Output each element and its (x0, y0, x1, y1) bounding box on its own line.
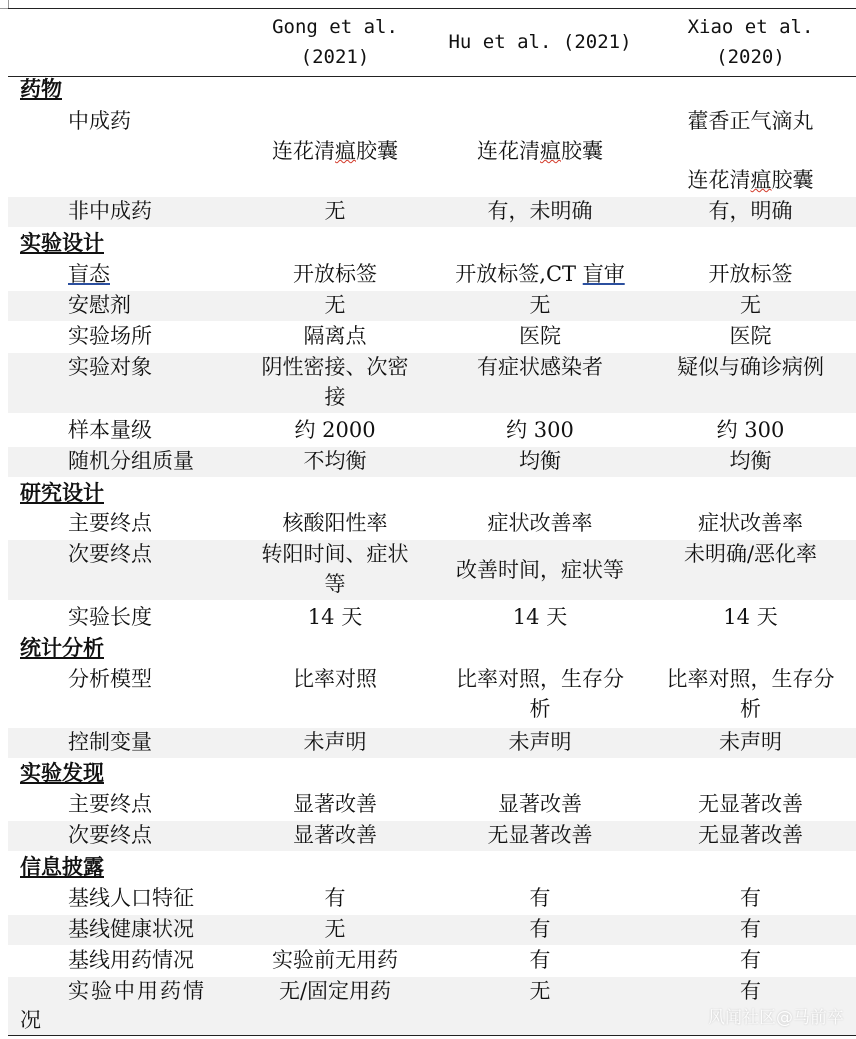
row-tcm-xiao-line1: 藿香正气滴丸 (687, 109, 814, 133)
secondary-gong-line2: 等 (324, 572, 346, 596)
row-length-gong: 14 天 (307, 605, 363, 629)
row-nontcm-gong: 无 (324, 199, 346, 223)
row-control-gong: 未声明 (303, 730, 367, 754)
row-length-hu: 14 天 (512, 605, 568, 629)
section-research: 研究设计 (20, 480, 104, 505)
section-stats: 统计分析 (20, 635, 104, 660)
row-primary-hu: 症状改善率 (487, 511, 593, 535)
row-site-hu: 医院 (519, 324, 561, 348)
model-xiao-line2: 析 (740, 697, 761, 721)
row-sample-label: 样本量级 (68, 418, 152, 442)
section-drug: 药物 (20, 76, 62, 101)
row-secondary-hu: 改善时间，症状等 (456, 558, 624, 582)
row-fprimary-label: 主要终点 (68, 792, 152, 816)
row-subjects-hu: 有症状感染者 (477, 355, 603, 379)
header-gong-line1: Gong et al. (272, 16, 398, 38)
watermark: 风闻社区@马前卒 (708, 1008, 844, 1028)
drug-name-part: 连花清 (272, 139, 335, 163)
row-placebo-hu: 无 (529, 293, 551, 317)
row-health-xiao: 有 (740, 917, 761, 941)
blind-text: 开放标签,CT (455, 262, 583, 286)
row-subjects-gong (230, 352, 440, 412)
drug-name-typo-mark: 瘟 (540, 139, 561, 163)
row-control-xiao: 未声明 (719, 730, 782, 754)
drug-name-typo-mark: 瘟 (750, 168, 772, 192)
row-during-gong: 无/固定用药 (278, 979, 392, 1003)
row-during-xiao: 有 (740, 979, 761, 1003)
header-hu: Hu et al. (2021) (448, 31, 632, 53)
row-tcm-xiao-line2 (645, 165, 856, 195)
row-meds-hu: 有 (529, 948, 551, 972)
row-health-gong: 无 (324, 917, 346, 941)
row-demo-label: 基线人口特征 (68, 886, 194, 910)
row-fprimary-gong: 显著改善 (293, 792, 377, 816)
row-random-label: 随机分组质量 (68, 449, 194, 473)
row-during-label-line1: 实验中用药情 (68, 979, 206, 1003)
row-random-gong: 不均衡 (303, 449, 367, 473)
row-meds-gong: 实验前无用药 (272, 948, 398, 972)
drug-name-part: 胶囊 (561, 139, 603, 163)
model-xiao-line1: 比率对照，生存分 (666, 667, 835, 691)
row-demo-hu: 有 (529, 886, 551, 910)
row-nontcm-hu: 有，未明确 (487, 199, 593, 223)
row-subjects-xiao: 疑似与确诊病例 (677, 355, 824, 379)
row-health-hu: 有 (529, 917, 551, 941)
row-health-label: 基线健康状况 (68, 917, 194, 941)
row-tcm-hu (440, 136, 640, 166)
model-hu-line2: 析 (529, 697, 551, 721)
row-length-label: 实验长度 (68, 605, 152, 629)
header-rule (8, 76, 856, 77)
row-control-label: 控制变量 (68, 730, 152, 754)
row-nontcm-xiao: 有，明确 (708, 199, 793, 223)
secondary-gong-line1: 转阳时间、症状 (261, 542, 409, 566)
row-during-hu: 无 (529, 979, 551, 1003)
row-sample-xiao: 约 300 (716, 418, 785, 442)
row-secondary-xiao: 未明确/恶化率 (683, 542, 818, 566)
row-secondary-label: 次要终点 (68, 542, 152, 566)
drug-name-part: 胶囊 (356, 139, 398, 163)
header-gong (230, 12, 440, 72)
drug-name-part: 连花清 (687, 168, 751, 192)
row-subjects-label: 实验对象 (68, 355, 152, 379)
row-model-label: 分析模型 (68, 667, 152, 691)
header-xiao-line2: (2020) (716, 46, 785, 68)
row-model-gong: 比率对照 (293, 667, 377, 691)
row-primary-gong: 核酸阳性率 (282, 511, 388, 535)
bottom-rule (8, 1035, 856, 1036)
header-gong-line2: (2021) (300, 46, 370, 68)
row-sample-hu: 约 300 (506, 418, 574, 442)
row-blind-xiao: 开放标签 (708, 262, 793, 286)
row-blind-label: 盲态 (68, 262, 110, 286)
row-placebo-gong: 无 (324, 293, 346, 317)
row-length-xiao: 14 天 (723, 605, 778, 629)
row-fprimary-xiao: 无显著改善 (698, 792, 803, 816)
subjects-gong-line2: 接 (324, 385, 346, 409)
row-site-gong: 隔离点 (303, 324, 367, 348)
model-hu-line1: 比率对照，生存分 (456, 667, 624, 691)
row-control-hu: 未声明 (508, 730, 572, 754)
top-rule (8, 8, 856, 9)
row-primary-label: 主要终点 (68, 511, 152, 535)
row-meds-label: 基线用药情况 (68, 948, 194, 972)
row-site-label: 实验场所 (68, 324, 152, 348)
blind-review-text: 盲审 (582, 262, 625, 286)
row-primary-xiao: 症状改善率 (698, 511, 803, 535)
row-random-xiao: 均衡 (729, 449, 772, 473)
row-random-hu: 均衡 (519, 449, 561, 473)
drug-name-typo-mark: 瘟 (335, 139, 356, 163)
drug-name-part: 胶囊 (771, 168, 814, 192)
row-model-hu (440, 664, 640, 724)
row-sample-gong: 约 2000 (294, 418, 376, 442)
row-demo-gong: 有 (324, 886, 346, 910)
row-placebo-xiao: 无 (740, 293, 761, 317)
row-during-label-line2: 况 (20, 1008, 41, 1032)
subjects-gong-line1: 阴性密接、次密 (261, 355, 409, 379)
row-fsecondary-label: 次要终点 (68, 823, 152, 847)
row-tcm-gong (230, 136, 440, 166)
section-disclosure: 信息披露 (20, 854, 104, 879)
row-placebo-label: 安慰剂 (68, 293, 131, 317)
row-blind-gong: 开放标签 (293, 262, 377, 286)
row-tcm-label: 中成药 (68, 109, 131, 133)
row-fsecondary-gong: 显著改善 (293, 823, 377, 847)
header-xiao (645, 12, 856, 72)
section-design: 实验设计 (20, 230, 104, 255)
row-fsecondary-hu: 无显著改善 (487, 823, 593, 847)
section-findings: 实验发现 (20, 760, 104, 785)
row-site-xiao: 医院 (729, 324, 772, 348)
row-secondary-gong (230, 539, 440, 599)
row-nontcm-label: 非中成药 (68, 199, 152, 223)
row-model-xiao (645, 664, 856, 724)
header-xiao-line1: Xiao et al. (687, 16, 814, 38)
row-demo-xiao: 有 (740, 886, 761, 910)
row-blind-hu (440, 259, 640, 289)
drug-name-part: 连花清 (477, 139, 540, 163)
row-fsecondary-xiao: 无显著改善 (698, 823, 803, 847)
row-meds-xiao: 有 (740, 948, 761, 972)
row-fprimary-hu: 显著改善 (498, 792, 582, 816)
